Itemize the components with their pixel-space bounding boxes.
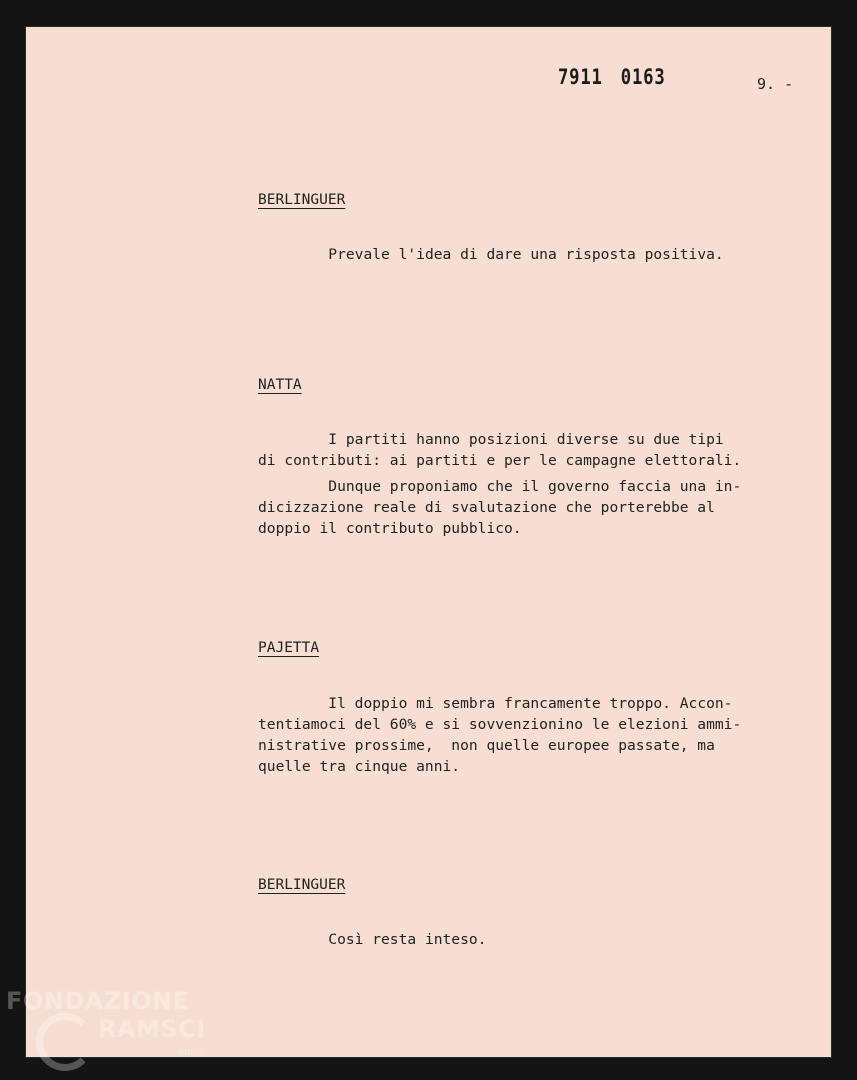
- speaker-heading: PAJETTA: [258, 640, 320, 656]
- paragraph: Dunque proponiamo che il governo faccia una in- dicizzazione reale di svalutazione che porterebbe al doppio il contributo pubblico.: [258, 478, 742, 537]
- g-logo-icon: [36, 1013, 94, 1071]
- document-page: [26, 27, 831, 1057]
- speaker-heading: NATTA: [258, 377, 302, 393]
- speaker-heading: BERLINGUER: [258, 877, 346, 893]
- paragraph: Il doppio mi sembra francamente troppo. Accon- tentiamoci del 60% e si sovvenzionino le elezioni ammi- nistrative prossime, non quelle europee passate, ma quelle tra cinque anni.: [258, 695, 742, 775]
- watermark-suffix: onlus: [178, 1047, 205, 1058]
- page-number: 9. -: [757, 75, 794, 93]
- archive-number-part-1: 7911: [558, 65, 603, 89]
- archive-number: [558, 65, 666, 89]
- archive-number-part-2: 0163: [620, 65, 666, 89]
- paragraph: I partiti hanno posizioni diverse su due tipi di contributi: ai partiti e per le campagne elettorali.: [258, 431, 742, 469]
- paragraph: Così resta inteso.: [258, 931, 487, 948]
- watermark-line-1: FONDAZIONE: [6, 987, 190, 1015]
- watermark-line-2: RAMSCI: [98, 1015, 206, 1043]
- fondazione-gramsci-watermark: [6, 987, 216, 1079]
- speaker-heading: BERLINGUER: [258, 192, 346, 208]
- paragraph: Prevale l'idea di dare una risposta positiva.: [258, 246, 724, 263]
